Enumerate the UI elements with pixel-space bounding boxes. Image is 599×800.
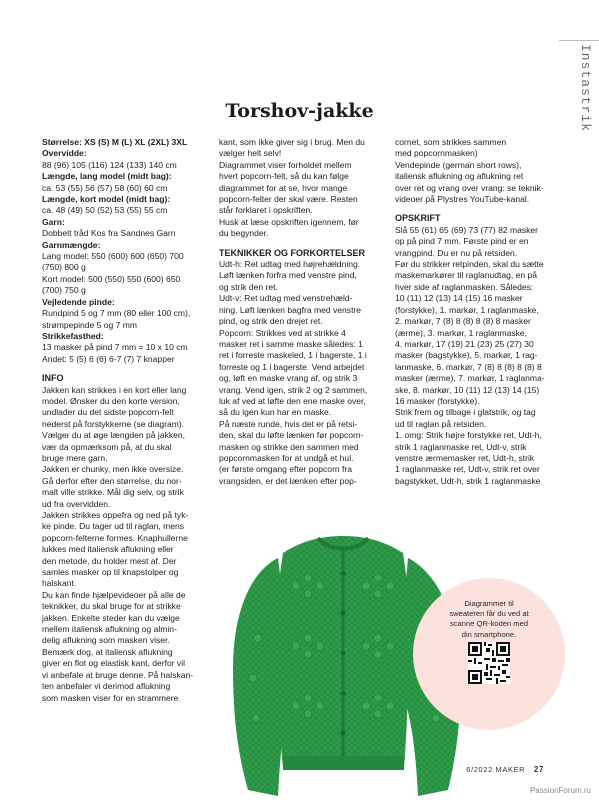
text-line: 88 (96) 105 (116) 124 (133) 140 cm	[42, 159, 177, 170]
text-column-2	[219, 137, 389, 487]
section-heading: OPSKRIFT	[395, 213, 441, 224]
text-line: forreste og 1 i bagerste. Vend arbejdet	[219, 361, 365, 372]
text-line: Bemærk dog, at italiensk aflukning	[42, 646, 173, 657]
page-number: 27	[533, 765, 544, 774]
text-line: videoer på Plystres YouTube-kanal.	[395, 194, 530, 205]
text-line: malt ville strikke. Mål dig selv, og strik	[42, 487, 184, 498]
text-line: Udt-h: Ret udtag med højrehældning.	[219, 259, 361, 270]
text-line: kant, som ikke giver sig i brug. Men du	[219, 137, 365, 147]
text-line: Diagrammet viser forholdet mellem	[219, 159, 352, 170]
text-line: Lang model: 550 (600) 600 (650) 700	[42, 251, 184, 262]
text-line: masker (bagstykke), 5. markør, 1 rag-	[395, 350, 538, 361]
text-line: hver side af raglanmasken. Således:	[395, 281, 534, 292]
text-line: du begynder.	[219, 228, 269, 239]
text-line: ud til raglan på retsiden.	[395, 418, 487, 429]
text-line: mellem italiensk aflukning og almin-	[42, 624, 177, 635]
text-line: cornet, som strikkes sammen	[395, 137, 507, 147]
text-line: På næste runde, hvis det er på retsi-	[219, 418, 358, 429]
text-line: står forklaret i opskriften.	[219, 205, 313, 216]
text-line: Størrelse: XS (S) M (L) XL (2XL) 3XL	[42, 137, 188, 147]
side-tab-rule	[559, 40, 599, 41]
text-line: 1 raglanmaske ret, Udt-v, strik ret over	[395, 464, 540, 475]
promo-line: Diagrammer til	[464, 599, 514, 608]
text-line: Jakken strikkes oppefra og ned på tyk-	[42, 510, 189, 520]
text-line: Popcorn: Strikkes ved at strikke 4	[219, 327, 346, 338]
text-line: samles masker op til knapstolper og	[42, 567, 179, 578]
text-line: bagstykket, Udt-h, strik 1 raglanmaske	[395, 475, 541, 486]
text-line: vrangsiden, er det lænken efter pop-	[219, 475, 357, 486]
issue-label: 6/2022	[466, 765, 493, 774]
text-line: bruge mere garn.	[42, 452, 108, 463]
text-line: pind, og strik den drejet ret.	[219, 316, 323, 327]
text-line: Før du strikker retpinden, skal du sætte	[395, 259, 544, 270]
text-line: luk af ved at løfte den ene maske over,	[219, 395, 366, 406]
text-line: popcornmasken for at undgå et hul.	[219, 452, 354, 463]
text-line: delig aflukning som masken viser.	[42, 635, 170, 646]
text-line: (ærme), 3. markør, 1 raglanmaske,	[395, 327, 528, 338]
text-line: ca. 48 (49) 50 (52) 53 (55) 55 cm	[42, 205, 168, 216]
text-line: maskemarkører til raglanudtag, en på	[395, 270, 538, 281]
text-line: venstre ærmemasker ret, Udt-h, strik	[395, 452, 535, 463]
text-line: ke pinde. Du tager ud til raglan, mens	[42, 521, 185, 532]
text-line: vrangpind. Du er nu på retsiden.	[395, 247, 518, 258]
text-line: ud fra overvidden.	[42, 498, 111, 509]
text-line: over ret og vrang over vrang: se teknik-	[395, 182, 544, 193]
text-line: ske, 8. markør, 10 (11) 12 (13) 14 (15)	[395, 384, 540, 395]
text-line: Andet: 5 (5) 6 (6) 6-7 (7) 7 knapper	[42, 353, 175, 364]
text-line: vær da opmærksom på, at du skal	[42, 441, 172, 452]
text-line: med popcornmasken)	[395, 148, 478, 159]
text-line: og strik den ret.	[219, 281, 278, 292]
promo-line: din smartphone.	[461, 629, 517, 639]
magazine-name: MAKER	[495, 765, 526, 774]
text-line: Garn:	[42, 216, 65, 227]
qr-promo-circle	[413, 578, 565, 730]
text-line: (700) 750 g	[42, 285, 86, 296]
page-footer	[466, 765, 544, 774]
text-line: popcorn-felterne formes. Knaphullerne	[42, 532, 188, 543]
text-line: strømpepinde 5 og 7 mm	[42, 319, 138, 330]
text-line: som masken viser for en strammere	[42, 692, 179, 703]
text-line: italiensk aflukning og aflukning ret	[395, 171, 524, 182]
text-column-1	[42, 137, 212, 704]
text-line: Længde, lang model (midt bag):	[42, 171, 172, 182]
section-tab: Instastrik	[578, 44, 593, 133]
text-line: og, løft en maske vrang af, og strik 3	[219, 373, 358, 384]
text-column-3	[395, 137, 565, 487]
text-line: undlader du det sidste popcorn-felt	[42, 407, 174, 418]
promo-line: sweateren får du ved at	[449, 609, 529, 619]
text-line: model. Ønsker du den korte version,	[42, 395, 180, 406]
text-line: Garnmængde:	[42, 239, 101, 250]
text-line: Overvidde:	[42, 148, 87, 159]
text-line: Rundpind 5 og 7 mm (80 eller 100 cm),	[42, 308, 191, 319]
text-line: ten anbefaler vi derimod aflukning	[42, 681, 171, 692]
text-line: ret i forreste maskeled, 1 i bagerste, 1 i	[219, 350, 367, 361]
text-line: Dobbelt tråd Kos fra Sandnes Garn	[42, 228, 176, 239]
text-line: (er første omgang efter popcorn fra	[219, 464, 353, 475]
text-line: Jakken er chunky, men ikke oversize.	[42, 464, 184, 475]
text-line: Husk at læse opskriften igennem, før	[219, 216, 359, 227]
section-heading: INFO	[42, 373, 64, 384]
text-line: masken og strikke den sammen med	[219, 441, 359, 452]
text-line: så du igen kun har en maske.	[219, 407, 332, 418]
text-line: strik 1 raglanmaske ret, Udt-v, strik	[395, 441, 527, 452]
text-line: hvert popcorn-felt, så du kan følge	[219, 171, 349, 182]
text-line: 10 (11) 12 (13) 14 (15) 16 masker	[395, 293, 523, 304]
text-line: den, skal du løfte lænken før popcorn-	[219, 430, 364, 441]
text-line: masker (ærme), 7. markør, 1 raglanma-	[395, 373, 545, 384]
text-line: Slå 55 (61) 65 (69) 73 (77) 82 masker	[395, 224, 538, 235]
text-line: (750) 800 g	[42, 262, 86, 273]
qr-code-icon[interactable]	[468, 642, 510, 684]
text-line: vælger helt selv!	[219, 148, 282, 159]
text-line: ca. 53 (55) 56 (57) 58 (60) 60 cm	[42, 182, 168, 193]
text-line: lukkes med italiensk aflukning eller	[42, 544, 174, 555]
text-line: Vejledende pinde:	[42, 296, 115, 307]
article-title: Torshov-jakke	[225, 100, 374, 122]
text-line: Vendepinde (german short rows),	[395, 159, 522, 170]
promo-line: scanne QR-koden med	[449, 619, 529, 629]
text-line: Jakken kan strikkes i en kort eller lang	[42, 384, 187, 395]
text-line: diagrammet for at se, hvor mange	[219, 182, 348, 193]
text-line: lanmaske, 6. markør, 7 (8) 8 (8) 8 (8) 8	[395, 361, 542, 372]
text-line: halskant.	[42, 578, 77, 589]
text-line: 2. markør, 7 (8) 8 (8) 8 (8) 8 masker	[395, 316, 531, 327]
text-line: Udt-v: Ret udtag med venstrehæld-	[219, 293, 353, 304]
text-line: jakken. Enkelte steder kan du vælge	[42, 612, 180, 623]
text-line: 1. omg: Strik højre forstykke ret, Udt-h,	[395, 430, 542, 441]
text-line: ning. Løft lænken bagfra med venstre	[219, 304, 362, 315]
text-line: masker ret i samme maske således: 1	[219, 338, 363, 349]
text-line: vrang. Vend igen, strik 2 og 2 sammen,	[219, 384, 368, 395]
text-line: (forstykke), 1. markør, 1 raglanmaske,	[395, 304, 539, 315]
text-line: vi anbefale at bruge denne. På halskan-	[42, 669, 194, 680]
text-line: Gå derfor efter den størrelse, du nor-	[42, 475, 182, 486]
text-line: den metode, du holder mest af. Der	[42, 555, 177, 566]
text-line: 13 masker på pind 7 mm = 10 x 10 cm	[42, 342, 188, 353]
watermark: PassionForum.ru	[530, 786, 591, 795]
text-line: Du kan finde hjælpevideoer på alle de	[42, 589, 186, 600]
text-line: popcorn-felter der skal være. Resten	[219, 194, 358, 205]
text-line: giver en flot og elastisk kant, derfor vil	[42, 658, 185, 669]
section-heading: TEKNIKKER OG FORKORTELSER	[219, 247, 366, 258]
promo-text	[423, 599, 555, 640]
text-line: Vælger du at øge længden på jakken,	[42, 430, 186, 441]
text-line: Strik frem og tilbage i glatstrik, og tag	[395, 407, 536, 418]
text-line: 4. markør, 17 (19) 21 (23) 25 (27) 30	[395, 338, 534, 349]
text-line: Kort model: 500 (550) 550 (600) 650	[42, 273, 181, 284]
text-line: Løft lænken forfra med venstre pind,	[219, 270, 357, 281]
text-line: Længde, kort model (midt bag):	[42, 194, 171, 205]
text-line: teknikker, du skal bruge for at strikke	[42, 601, 181, 612]
text-line: 16 masker (forstykke).	[395, 395, 480, 406]
text-line: op på pind 7 mm. Første pind er en	[395, 236, 529, 247]
text-line: nederst på forstykkerne (se diagram).	[42, 418, 185, 429]
text-line: Strikkefasthed:	[42, 330, 104, 341]
